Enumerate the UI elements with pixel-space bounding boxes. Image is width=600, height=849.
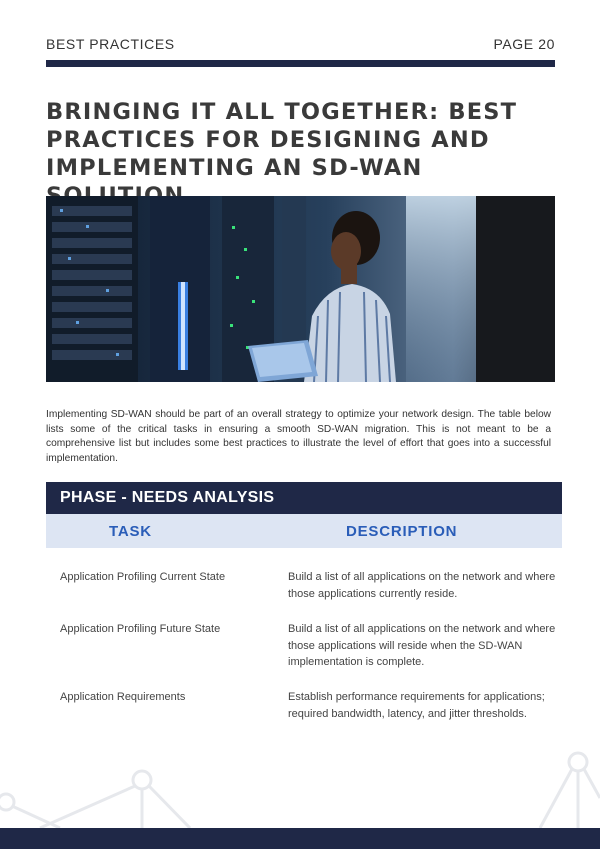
description-cell: Establish performance requirements for applications; required bandwidth, latency, and jitter thresholds.	[288, 691, 545, 720]
footer-bar	[0, 828, 600, 849]
section-label: BEST PRACTICES	[46, 36, 175, 52]
phase-title: PHASE - NEEDS ANALYSIS	[60, 489, 275, 506]
page-header	[46, 36, 555, 52]
task-cell: Application Profiling Future State	[60, 623, 221, 635]
page-title: BRINGING IT ALL TOGETHER: BEST PRACTICES FOR DESIGNING AND IMPLEMENTING AN SD-WAN	[46, 99, 518, 181]
intro-paragraph: Implementing SD-WAN should be part of an overall strategy to optimize your network design. The table below lists some of the critical tasks in ensuring a smooth SD-WAN migration. This is not meant to be a comprehensive list but includes some best practices to illustrate the level of effort that goes into a successful implementation.	[46, 409, 551, 464]
header-rule	[46, 60, 555, 67]
network-pattern-decoration	[0, 740, 600, 828]
column-header-description: DESCRIPTION	[346, 523, 458, 540]
page-number: PAGE 20	[493, 36, 555, 52]
description-cell: Build a list of all applications on the network and where those applications will reside when the SD-WAN implementation is complete.	[288, 623, 556, 668]
server-room-photo	[46, 196, 555, 382]
table-header	[46, 514, 562, 548]
task-cell: Application Requirements	[60, 691, 186, 703]
phase-heading	[46, 482, 562, 514]
column-header-task: TASK	[109, 523, 152, 540]
description-cell: Build a list of all applications on the network and where those applications currently reside.	[288, 571, 556, 600]
task-cell: Application Profiling Current State	[60, 571, 226, 583]
